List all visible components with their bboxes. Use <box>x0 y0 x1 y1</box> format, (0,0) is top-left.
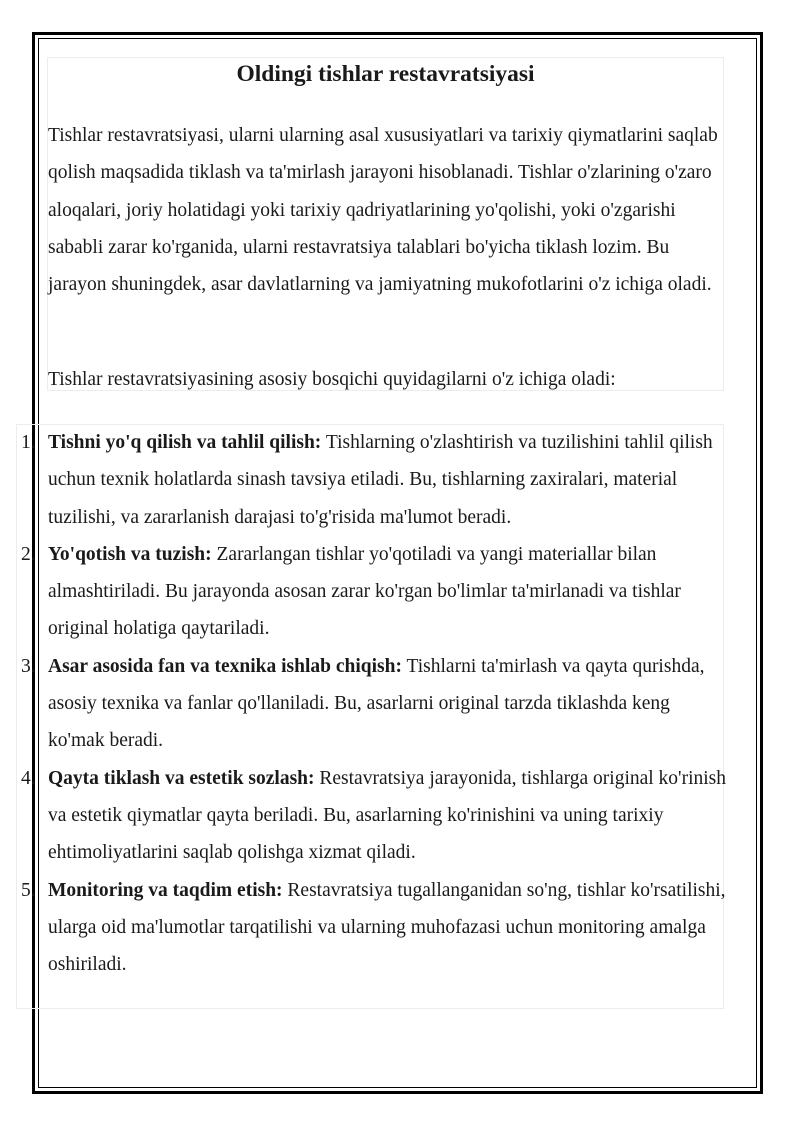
list-item-number: 1. <box>21 432 36 453</box>
list-item <box>21 760 728 872</box>
intro-paragraph: Tishlar restavratsiyasi, ularni ularning asal xususiyatlari va tarixiy qiymatlarini saqlab qolish maqsadida tiklash va ta'mirlash jarayoni hisoblanadi. Tishlar o'zlarining o'zaro aloqalari, joriy holatidagi yoki tarixiy qadriyatlarining yo'qolishi, yoki o'zgarishi sababli zarar ko'rganida, ularni restavratsiya talablari bo'yicha tiklash lozim. Bu jarayon shuningdek, asar davlatlarning va jamiyatning mukofotlarini o'z ichiga oladi. <box>48 125 718 296</box>
list-item <box>21 648 728 760</box>
list-item <box>21 536 728 648</box>
list-item <box>21 424 728 536</box>
list-item-heading: Qayta tiklash va estetik sozlash: <box>48 767 315 789</box>
list-item-heading: Monitoring va taqdim etish: <box>48 879 283 901</box>
document-title: Oldingi tishlar restavratsiyasi <box>236 61 535 87</box>
list-item <box>21 872 728 984</box>
list-item-heading: Tishni yo'q qilish va tahlil qilish: <box>48 432 322 453</box>
lead-in-paragraph: Tishlar restavratsiyasining asosiy bosqichi quyidagilarni o'z ichiga oladi: <box>48 369 616 390</box>
list-item-text: Zararlangan tishlar yo'qotiladi va yangi materiallar bilan almashtiriladi. Bu jarayonda asosan zarar ko'rgan bo'limlar ta'mirlanadi va tishlar original holatiga qaytariladi. <box>48 543 681 640</box>
list-item-number: 3. <box>21 655 36 677</box>
list-item-text: Tishlarni ta'mirlash va qayta qurishda, asosiy texnika va fanlar qo'llaniladi. Bu, asarlarni original tarzda tiklashda keng ko'mak beradi. <box>48 655 705 752</box>
list-item-number: 2. <box>21 543 36 565</box>
steps-list <box>21 424 728 983</box>
list-item-heading: Yo'qotish va tuzish: <box>48 543 212 565</box>
list-item-text: Restavratsiya tugallanganidan so'ng, tishlar ko'rsatilishi, ularga oid ma'lumotlar tarqatilishi va ularning muhofazasi uchun monitoring amalga oshiriladi. <box>48 879 726 976</box>
list-item-number: 4. <box>21 767 36 789</box>
list-item-heading: Asar asosida fan va texnika ishlab chiqish: <box>48 655 402 677</box>
list-item-text: Restavratsiya jarayonida, tishlarga original ko'rinish va estetik qiymatlar qayta beriladi. Bu, asarlarning ko'rinishini va uning tarixiy ehtimoliyatlarini saqlab qolishga xizmat qiladi. <box>48 767 726 864</box>
list-item-text: Tishlarning o'zlashtirish va tuzilishini tahlil qilish uchun texnik holatlarda sinash tavsiya etiladi. Bu, tishlarning zaxiralari, material tuzilishi, va zararlanish darajasi to'g'risida ma'lumot beradi. <box>48 432 713 528</box>
list-item-number: 5. <box>21 879 36 901</box>
